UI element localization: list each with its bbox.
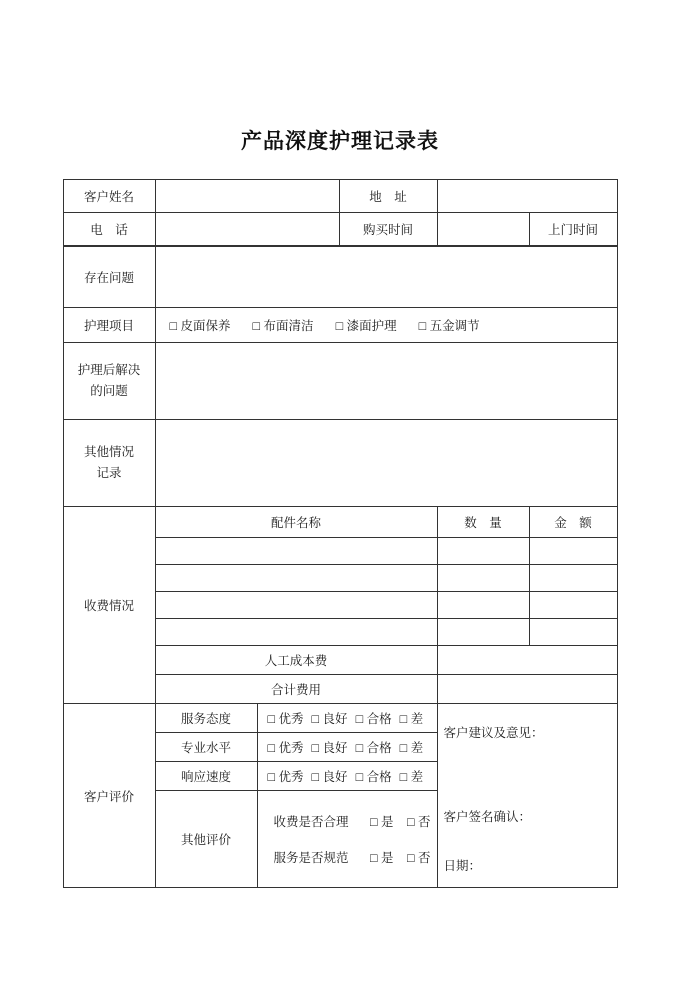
table-row <box>63 180 617 213</box>
rating-option-excellent[interactable]: □ 优秀 <box>267 712 304 726</box>
table-row <box>63 507 617 538</box>
criteria-options-service-attitude <box>257 704 437 733</box>
fee-item-amount[interactable] <box>529 565 617 592</box>
care-item-option-hardware[interactable]: □ 五金调节 <box>418 319 480 333</box>
other-evaluation-questions <box>257 791 437 888</box>
criteria-label-response-speed: 响应速度 <box>155 762 257 791</box>
visit-time-label: 上门时间 <box>529 213 617 246</box>
criteria-options-professional-level <box>257 733 437 762</box>
fee-item-quantity[interactable] <box>437 592 529 619</box>
rating-option-pass[interactable]: □ 合格 <box>355 741 392 755</box>
customer-feedback-area <box>437 704 617 888</box>
rating-option-poor[interactable]: □ 差 <box>399 741 424 755</box>
fee-item-name[interactable] <box>155 592 437 619</box>
customer-name-label: 客户姓名 <box>63 180 155 213</box>
fee-header-quantity: 数 量 <box>437 507 529 538</box>
existing-problem-field[interactable] <box>155 247 617 308</box>
signature-block <box>444 746 611 879</box>
rating-option-poor[interactable]: □ 差 <box>399 770 424 784</box>
rating-option-pass[interactable]: □ 合格 <box>355 770 392 784</box>
other-notes-field[interactable] <box>155 420 617 507</box>
fee-item-amount[interactable] <box>529 592 617 619</box>
fee-item-name[interactable] <box>155 619 437 646</box>
answer-yes[interactable]: □ 是 <box>370 851 394 865</box>
criteria-label-professional-level: 专业水平 <box>155 733 257 762</box>
fee-item-amount[interactable] <box>529 619 617 646</box>
answer-no[interactable]: □ 否 <box>407 851 431 865</box>
suggestion-label: 客户建议及意见： <box>443 726 544 741</box>
fee-item-quantity[interactable] <box>437 619 529 646</box>
care-item-option-fabric[interactable]: □ 布面清洁 <box>252 319 314 333</box>
purchase-time-label: 购买时间 <box>339 213 437 246</box>
care-items-label: 护理项目 <box>63 308 155 343</box>
fee-item-amount[interactable] <box>529 538 617 565</box>
care-record-form <box>63 179 618 888</box>
fee-item-quantity[interactable] <box>437 565 529 592</box>
care-item-option-leather[interactable]: □ 皮面保养 <box>169 319 231 333</box>
answer-yes[interactable]: □ 是 <box>370 815 394 829</box>
care-item-option-paint[interactable]: □ 漆面护理 <box>335 319 397 333</box>
fee-header-part-name: 配件名称 <box>155 507 437 538</box>
phone-label: 电 话 <box>63 213 155 246</box>
signature-label[interactable]: 客户签名确认： <box>443 810 532 825</box>
other-notes-label: 其他情况 记录 <box>63 420 155 507</box>
rating-option-good[interactable]: □ 良好 <box>311 712 348 726</box>
evaluation-label: 客户评价 <box>63 704 155 888</box>
date-label[interactable]: 日期： <box>443 858 482 873</box>
total-cost-field[interactable] <box>437 675 617 704</box>
total-cost-label: 合计费用 <box>155 675 437 704</box>
fee-item-quantity[interactable] <box>437 538 529 565</box>
rating-option-excellent[interactable]: □ 优秀 <box>267 770 304 784</box>
criteria-options-response-speed <box>257 762 437 791</box>
rating-option-poor[interactable]: □ 差 <box>399 712 424 726</box>
table-row <box>63 308 617 343</box>
other-evaluation-question <box>264 803 431 839</box>
solved-problem-label: 护理后解决 的问题 <box>63 343 155 420</box>
labor-cost-label: 人工成本费 <box>155 646 437 675</box>
question-text: 收费是否合理 <box>273 815 349 829</box>
address-field[interactable] <box>437 180 617 213</box>
rating-option-good[interactable]: □ 良好 <box>311 741 348 755</box>
fee-header-amount: 金 额 <box>529 507 617 538</box>
rating-option-good[interactable]: □ 良好 <box>311 770 348 784</box>
labor-cost-field[interactable] <box>437 646 617 675</box>
phone-field[interactable] <box>155 213 339 246</box>
care-items-options <box>155 308 617 343</box>
fee-item-name[interactable] <box>155 565 437 592</box>
fee-item-name[interactable] <box>155 538 437 565</box>
customer-name-field[interactable] <box>155 180 339 213</box>
criteria-label-service-attitude: 服务态度 <box>155 704 257 733</box>
existing-problem-label: 存在问题 <box>63 247 155 308</box>
other-evaluation-label: 其他评价 <box>155 791 257 888</box>
question-text: 服务是否规范 <box>273 851 349 865</box>
fee-section-label: 收费情况 <box>63 507 155 704</box>
other-evaluation-question <box>264 839 431 875</box>
table-row <box>63 420 617 507</box>
rating-option-pass[interactable]: □ 合格 <box>355 712 392 726</box>
table-row <box>63 213 617 246</box>
rating-option-excellent[interactable]: □ 优秀 <box>267 741 304 755</box>
purchase-time-field[interactable] <box>437 213 529 246</box>
answer-no[interactable]: □ 否 <box>407 815 431 829</box>
table-row <box>63 704 617 733</box>
address-label: 地 址 <box>339 180 437 213</box>
solved-problem-field[interactable] <box>155 343 617 420</box>
page-title: 产品深度护理记录表 <box>241 130 439 153</box>
table-row <box>63 247 617 308</box>
table-row <box>63 343 617 420</box>
